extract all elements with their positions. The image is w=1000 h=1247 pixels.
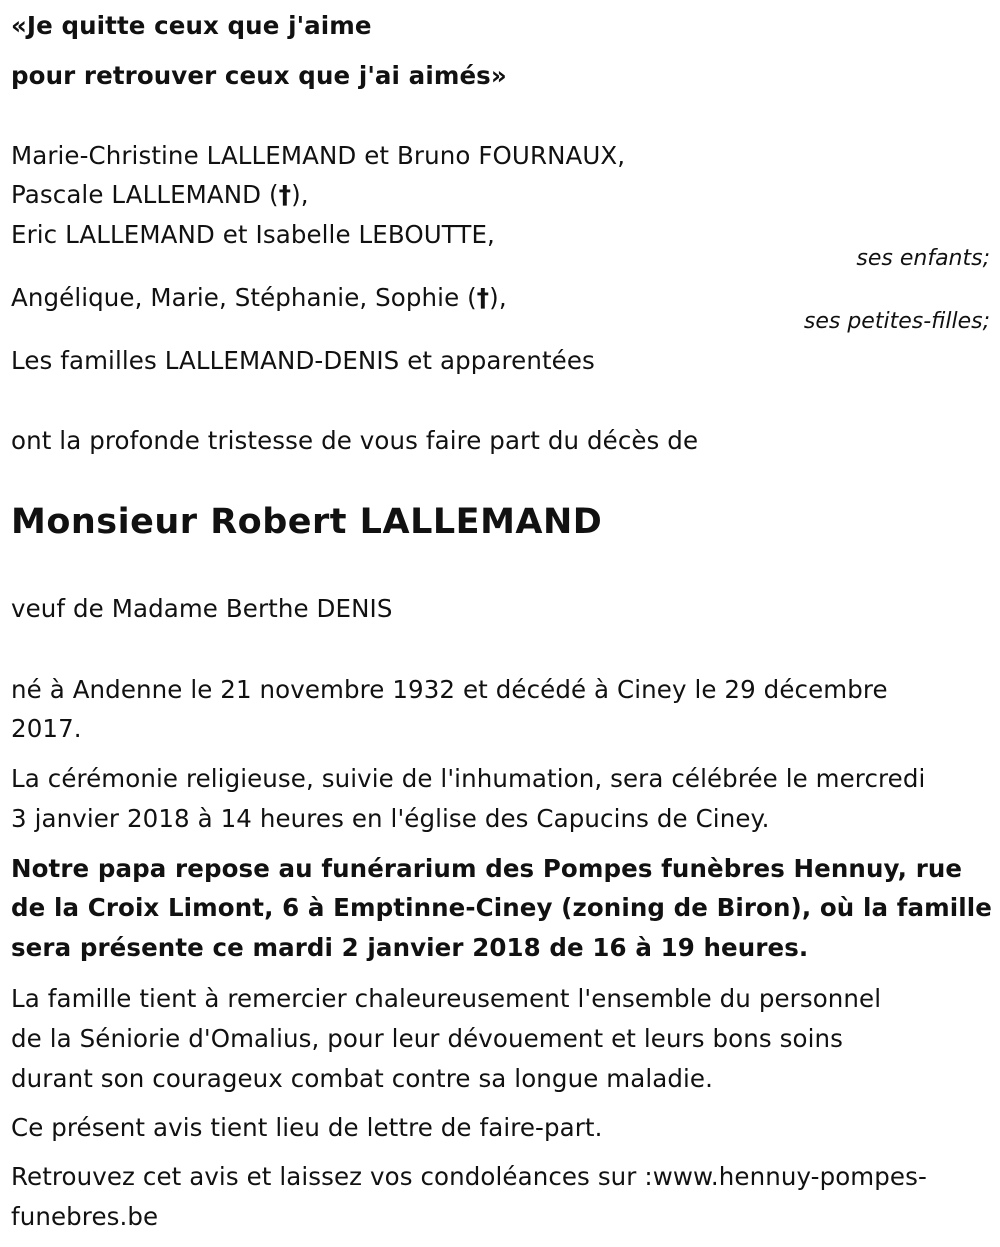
thanks-line-2: de la Séniorie d'Omalius, pour leur dévouement et leurs bons soins: [11, 1024, 843, 1053]
children-line-3: Eric LALLEMAND et Isabelle LEBOUTTE,: [11, 220, 495, 249]
granddaughters-end: ),: [489, 283, 507, 312]
cross-icon: †: [476, 283, 490, 312]
families-line: Les familles LALLEMAND-DENIS et apparentées: [11, 346, 595, 375]
children-line-1: Marie-Christine LALLEMAND et Bruno FOURNAUX,: [11, 141, 626, 170]
thanks-line-3: durant son courageux combat contre sa longue maladie.: [11, 1064, 713, 1093]
ceremony-line-2: 3 janvier 2018 à 14 heures en l'église des Capucins de Ciney.: [11, 804, 770, 833]
ceremony-line-1: La cérémonie religieuse, suivie de l'inhumation, sera célébrée le mercredi: [11, 764, 926, 793]
granddaughters-line: [11, 284, 507, 312]
announcement-line: ont la profonde tristesse de vous faire part du décès de: [11, 426, 699, 455]
granddaughters-role: ses petites-filles;: [803, 309, 990, 334]
birth-death-line-2: 2017.: [11, 714, 82, 743]
visitation-line-2: de la Croix Limont, 6 à Emptinne-Ciney (zoning de Biron), où la famille: [11, 893, 992, 922]
granddaughters-names: Angélique, Marie, Stéphanie, Sophie (: [11, 283, 477, 312]
quote-line-1: «Je quitte ceux que j'aime: [11, 11, 372, 40]
thanks-line-1: La famille tient à remercier chaleureusement l'ensemble du personnel: [11, 984, 882, 1013]
notice-line: Ce présent avis tient lieu de lettre de faire-part.: [11, 1113, 603, 1142]
birth-death-line-1: né à Andenne le 21 novembre 1932 et décédé à Ciney le 29 décembre: [11, 675, 888, 704]
visitation-line-3: sera présente ce mardi 2 janvier 2018 de 16 à 19 heures.: [11, 933, 809, 962]
visitation-line-1: Notre papa repose au funérarium des Pompes funèbres Hennuy, rue: [11, 854, 963, 883]
cross-icon: †: [278, 180, 292, 209]
widower-line: veuf de Madame Berthe DENIS: [11, 594, 393, 623]
children-role: ses enfants;: [856, 246, 990, 271]
quote-line-2: pour retrouver ceux que j'ai aimés»: [11, 61, 507, 90]
condolences-line-2: funebres.be: [11, 1202, 159, 1231]
children-line-2-name: Pascale LALLEMAND (: [11, 180, 279, 209]
children-line-2-end: ),: [291, 180, 309, 209]
condolences-line-1: Retrouvez cet avis et laissez vos condoléances sur :www.hennuy-pompes-: [11, 1162, 927, 1191]
children-line-2: [11, 181, 309, 209]
deceased-name: Monsieur Robert LALLEMAND: [11, 502, 603, 542]
